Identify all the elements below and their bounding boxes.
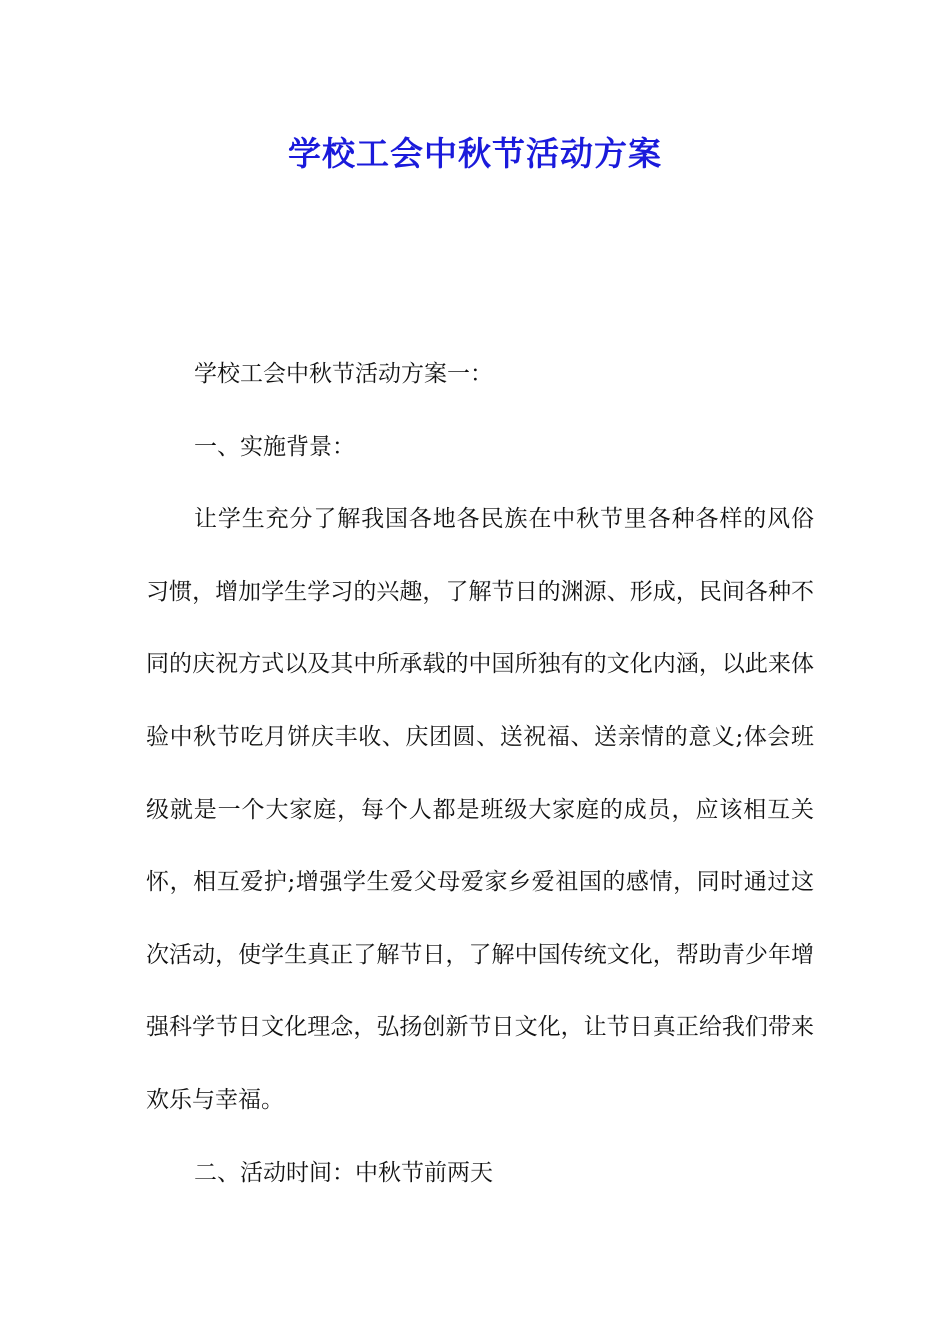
page-title: 学校工会中秋节活动方案 xyxy=(288,134,662,173)
section-heading-activity-time: 二、活动时间：中秋节前两天 xyxy=(194,1159,493,1186)
paragraph-background-text: 让学生充分了解我国各地各民族在中秋节里各种各样的风俗习惯，增加学生学习的兴趣，了解节日的渊源、形成，民间各种不同的庆祝方式以及其中所承载的中国所独有的文化内涵，以此来体验中秋节吃月饼庆丰收、庆团圆、送祝福、送亲情的意义;体会班级就是一个大家庭，每个人都是班级大家庭的成员，应该相互关怀，相互爱护;增强学生爱父母爱家乡爱祖国的感情，同时通过这次活动，使学生真正了解节日，了解中国传统文化，帮助青少年增强科学节日文化理念，弘扬创新节日文化，让节日真正给我们带来欢乐与幸福。 xyxy=(146,506,814,1113)
section-heading-plan-one: 学校工会中秋节活动方案一： xyxy=(194,361,493,387)
section-heading-background: 一、实施背景： xyxy=(194,433,355,460)
document-body xyxy=(146,338,814,1209)
